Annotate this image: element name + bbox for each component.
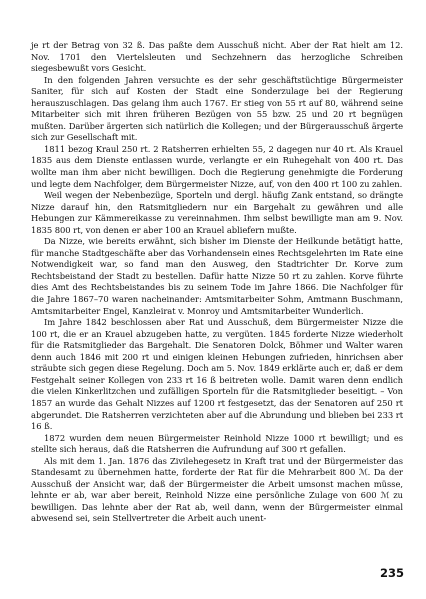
page-number: 235 [379, 566, 404, 580]
paragraph-7: 1872 wurden dem neuen Bürgermeister Reinhold Nizze 1000 rt bewilligt; und es stellte sich heraus, daß die Ratsherren die Aufrundung auf 300 rt gefallen. [31, 432, 403, 455]
paragraph-5: Da Nizze, wie bereits erwähnt, sich bisher im Dienste der Heilkunde betätigt hatte, für manche Stadtgeschäfte aber das Vorhandensein eines Rechtsgelehrten im Rate eine Notwendigkeit war, so fand man den Ausweg, den Stadtrichter Dr. Korve zum Rechtsbeistand der Stadt zu bestellen. Dafür hatte Nizze 50 rt zu zahlen. Korve führte dies Amt des Rechtsbeistandes bis zu seinem Tode im Jahre 1866. Die Nachfolger für die Jahre 1867–70 waren nacheinander: Amtsmitarbeiter Sohm, Amtmann Buschmann, Amtsmitarbeiter Engel, Kanzleirat v. Monroy und Amtsmitarbeiter Wunderlich. [31, 236, 403, 316]
paragraph-4: Weil wegen der Nebenbezüge, Sporteln und dergl. häufig Zank entstand, so drängte Nizze darauf hin, den Ratsmitgliedern nur ein Bargehalt zu gewähren und alle Hebungen zur Kämmereikasse zu vereinnahmen. Ihm selbst bewilligte man am 9. Nov. 1835 800 rt, von denen er aber 100 an Krauel abliefern mußte. [31, 190, 403, 235]
paragraph-1: je rt der Betrag von 32 ß. Das paßte dem Ausschuß nicht. Aber der Rat hielt am 12. Nov. 1701 den Viertelsleuten und Sechzehnern das herzogliche Schreiben siegesbewußt vors Gesicht. [31, 40, 403, 74]
paragraph-3: 1811 bezog Kraul 250 rt. 2 Ratsherren erhielten 55, 2 dagegen nur 40 rt. Als Krauel 1835 aus dem Dienste entlassen wurde, verlangte er ein Ruhegehalt von 400 rt. Das wollte man ihm aber nicht bewilligen. Doch die Regierung genehmigte die Forderung und legte dem Nachfolger, dem Bürgermeister Nizze, auf, von den 400 rt 100 zu zahlen. [31, 143, 403, 189]
document-page [31, 40, 403, 525]
paragraph-6: Im Jahre 1842 beschlossen aber Rat und Ausschuß, dem Bürgermeister Nizze die 100 rt, die er an Krauel abzugeben hatte, zu vergüten. 1845 forderte Nizze wiederholt für die Ratsmitglieder das Bargehalt. Die Senatoren Dolck, Böhmer und Walter waren denn auch 1846 mit 200 rt und einigen kleinen Hebungen zufrieden, hinrichsen aber sträubte sich gegen diese Regelung. Doch am 5. Nov. 1849 erklärte auch er, daß er dem Festgehalt seiner Kollegen von 233 rt 16 ß beitreten wolle. Damit waren denn endlich die vielen Kinkerlitzchen und zufälligen Sporteln für die Ratsmitglieder beseitigt. – Von 1857 an wurde das Gehalt Nizzes auf 1200 rt festgesetzt, das der Senatoren auf 250 rt abgerundet. Die Ratsherren verzichteten aber auf die Abrundung und blieben bei 233 rt 16 ß. [31, 317, 404, 432]
paragraph-8: Als mit dem 1. Jan. 1876 das Zivilehegesetz in Kraft trat und der Bürgermeister das Standesamt zu übernehmen hatte, forderte der Rat für die Mehrarbeit 800 ℳ. Da der Ausschuß der Ansicht war, daß der Bürgermeister die Arbeit umsonst machen müsse, lehnte er ab, war aber bereit, Reinhold Nizze eine persönliche Zulage von 600 ℳ zu bewilligen. Das lehnte aber der Rat ab, weil dann, wenn der Bürgermeister einmal abwesend sei, sein Stellvertreter die Arbeit auch unent- [31, 455, 403, 524]
paragraph-2: In den folgenden Jahren versuchte es der sehr geschäftstüchtige Bürgermeister Saniter, für sich auf Kosten der Stadt eine Sonderzulage bei der Regierung herauszuschlagen. Das gelang ihm auch 1767. Er stieg von 55 rt auf 80, während seine Mitarbeiter sich mit ihren früheren Bezügen von 55 bzw. 25 und 20 rt begnügen mußten. Darüber ärgerten sich natürlich die Kollegen; und der Bürgerausschuß ärgerte sich zur Gesellschaft mit. [31, 74, 403, 143]
